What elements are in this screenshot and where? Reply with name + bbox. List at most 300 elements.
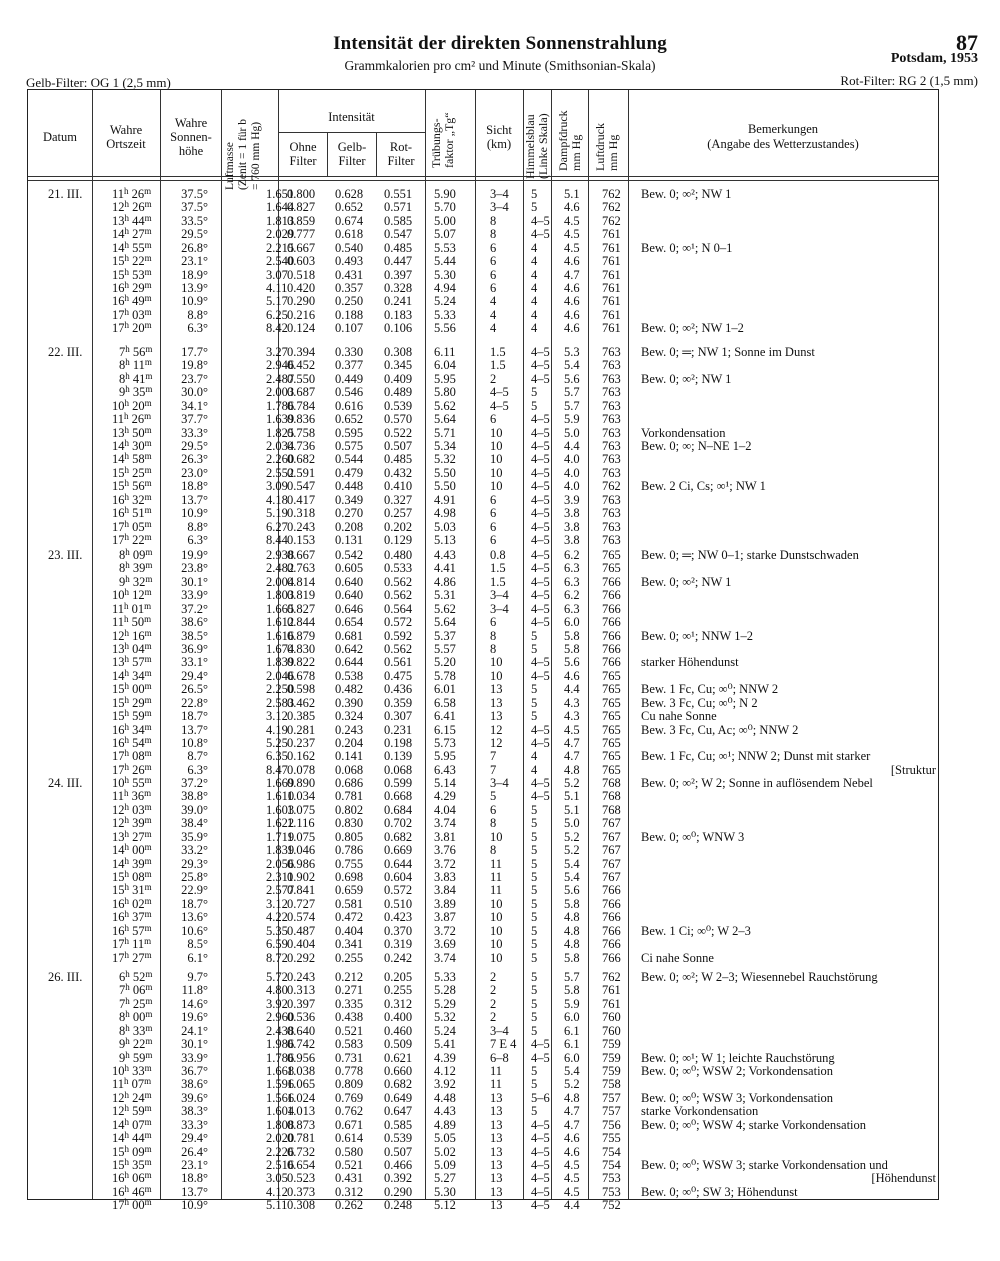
- druck-cell: 766: [602, 574, 621, 589]
- gelb-cell: 0.204: [335, 736, 364, 751]
- druck-cell: 768: [602, 802, 621, 817]
- tg-cell: 5.33: [434, 307, 456, 322]
- sicht-cell: 2: [490, 996, 497, 1011]
- page-number: 87: [956, 30, 978, 55]
- hoehe-cell: 18.9°: [181, 267, 208, 282]
- rot-cell: 0.359: [384, 695, 413, 710]
- place-year: Potsdam, 1953: [890, 51, 978, 66]
- ohne-cell: 0.487: [287, 923, 316, 938]
- druck-cell: 763: [602, 358, 621, 373]
- dampf-cell: 5.8: [564, 896, 580, 911]
- gelb-cell: 0.377: [335, 358, 364, 373]
- tg-cell: 3.89: [434, 896, 456, 911]
- rot-cell: 0.507: [384, 439, 413, 453]
- time-cell: 8$^h$ 00$^m$: [119, 1009, 153, 1025]
- time-cell: 16$^h$ 34$^m$: [112, 721, 152, 737]
- ohne-cell: 0.640: [287, 1023, 316, 1038]
- time-cell: 15$^h$ 08$^m$: [112, 869, 152, 884]
- luft-cell: 4.12: [266, 1184, 288, 1199]
- luft-cell: 2.260: [266, 452, 295, 467]
- time-cell: 10$^h$ 12$^m$: [112, 587, 152, 603]
- remark-text: [Höhendunst: [871, 1171, 936, 1186]
- rot-cell: 0.572: [384, 615, 413, 630]
- dampf-cell: 5.6: [564, 655, 580, 670]
- rot-cell: 0.668: [384, 789, 413, 804]
- ohne-cell: 0.574: [287, 910, 316, 925]
- druck-cell: 762: [602, 970, 621, 984]
- sicht-cell: 7 E 4: [490, 1037, 517, 1052]
- time-cell: 14$^h$ 58$^m$: [112, 451, 152, 467]
- ohne-cell: 0.687: [287, 385, 316, 400]
- time-cell: 14$^h$ 07$^m$: [112, 1116, 152, 1132]
- druck-cell: 766: [602, 896, 621, 911]
- rot-cell: 0.257: [384, 506, 413, 521]
- sicht-cell: 3–4: [490, 1023, 509, 1038]
- time-cell: 16$^h$ 06$^m$: [112, 1170, 152, 1186]
- time-cell: 15$^h$ 29$^m$: [112, 694, 152, 710]
- time-cell: 17$^h$ 03$^m$: [112, 306, 152, 322]
- tg-cell: 3.84: [434, 883, 456, 898]
- druck-cell: 765: [602, 762, 621, 777]
- rot-cell: 0.432: [384, 465, 413, 480]
- blau-cell: 4–5: [531, 519, 550, 534]
- sicht-cell: 8: [490, 843, 497, 858]
- luft-cell: 1.665: [266, 601, 295, 616]
- druck-cell: 763: [602, 506, 621, 521]
- gelb-cell: 0.605: [335, 561, 364, 576]
- sicht-cell: 10: [490, 439, 503, 453]
- hoehe-cell: 22.8°: [181, 695, 208, 710]
- druck-cell: 762: [602, 200, 621, 215]
- gelb-cell: 0.493: [335, 254, 364, 269]
- sicht-cell: 0.8: [490, 548, 506, 562]
- luft-cell: 1.839: [266, 843, 295, 858]
- ohne-cell: 0.956: [287, 1050, 316, 1065]
- dampf-cell: 5.2: [564, 1077, 580, 1092]
- druck-cell: 759: [602, 1037, 621, 1052]
- sicht-cell: 3–4: [490, 187, 509, 201]
- ohne-cell: 0.292: [287, 950, 316, 965]
- hoehe-cell: 26.5°: [181, 682, 208, 697]
- tg-cell: 4.89: [434, 1117, 456, 1132]
- luft-cell: 1.986: [266, 1037, 295, 1052]
- column-divider: [221, 90, 222, 1199]
- rot-cell: 0.570: [384, 412, 413, 427]
- ohne-cell: 0.603: [287, 254, 316, 269]
- hoehe-cell: 6.3°: [187, 321, 208, 336]
- tg-cell: 5.53: [434, 240, 456, 255]
- sicht-cell: 4: [490, 307, 497, 322]
- luft-cell: 1.786: [266, 1050, 295, 1065]
- sicht-cell: 4–5: [490, 398, 509, 413]
- sicht-cell: 3–4: [490, 588, 509, 603]
- ohne-cell: 0.290: [287, 294, 316, 309]
- hoehe-cell: 23.7°: [181, 371, 208, 386]
- luft-cell: 5.19: [266, 506, 288, 521]
- hoehe-cell: 30.1°: [181, 574, 208, 589]
- druck-cell: 768: [602, 789, 621, 804]
- druck-cell: 766: [602, 588, 621, 603]
- dampf-cell: 5.2: [564, 776, 580, 790]
- time-cell: 15$^h$ 35$^m$: [112, 1157, 152, 1173]
- luft-cell: 2.540: [266, 254, 295, 269]
- blau-cell: 4–5: [531, 345, 550, 359]
- druck-cell: 766: [602, 615, 621, 630]
- dampf-cell: 5.1: [564, 187, 580, 201]
- druck-cell: 752: [602, 1198, 621, 1213]
- rot-cell: 0.202: [384, 519, 413, 534]
- dampf-cell: 4.8: [564, 762, 580, 777]
- gelb-cell: 0.581: [335, 896, 364, 911]
- time-cell: 13$^h$ 57$^m$: [112, 654, 152, 670]
- druck-cell: 762: [602, 479, 621, 494]
- gelb-cell: 0.068: [335, 762, 364, 777]
- sicht-cell: 10: [490, 896, 503, 911]
- header-datum: Datum: [42, 130, 78, 144]
- luft-cell: 2.046: [266, 668, 295, 683]
- druck-cell: 755: [602, 1131, 621, 1146]
- gelb-cell: 0.640: [335, 574, 364, 589]
- dampf-cell: 4.0: [564, 452, 580, 467]
- tg-cell: 5.64: [434, 615, 456, 630]
- dampf-cell: 4.6: [564, 321, 580, 336]
- hoehe-cell: 19.6°: [181, 1010, 208, 1025]
- sicht-cell: 8: [490, 227, 497, 242]
- tg-cell: 5.28: [434, 983, 456, 998]
- date-label: 24. III.: [48, 776, 83, 790]
- rot-cell: 0.547: [384, 227, 413, 242]
- sicht-cell: 1.5: [490, 574, 506, 589]
- dampf-cell: 4.0: [564, 479, 580, 494]
- time-cell: 17$^h$ 05$^m$: [112, 518, 152, 534]
- sicht-cell: 4–5: [490, 385, 509, 400]
- sicht-cell: 10: [490, 910, 503, 925]
- ohne-cell: 0.394: [287, 345, 316, 359]
- time-cell: 15$^h$ 53$^m$: [112, 266, 152, 282]
- gelb-cell: 0.805: [335, 829, 364, 844]
- luft-cell: 2.311: [266, 870, 294, 884]
- luft-cell: 1.622: [266, 816, 295, 831]
- luft-cell: 3.12: [266, 896, 288, 911]
- dampf-cell: 4.4: [564, 439, 580, 453]
- column-divider: [551, 90, 552, 1199]
- rot-cell: 0.255: [384, 983, 413, 998]
- header-bemerkungen: Bemerkungen: [747, 122, 819, 136]
- hoehe-cell: 33.5°: [181, 213, 208, 228]
- dampf-cell: 4.5: [564, 1171, 580, 1186]
- luft-cell: 2.552: [266, 465, 295, 480]
- remark-text: [Struktur: [890, 762, 936, 777]
- gelb-cell: 0.131: [335, 533, 364, 548]
- remark-text: Bew. 0; ∞⁰; WSW 3; starke Vorkondensation und: [641, 1158, 888, 1173]
- rot-cell: 0.139: [384, 749, 413, 764]
- ohne-cell: 0.859: [287, 213, 316, 228]
- druck-cell: 765: [602, 548, 621, 562]
- tg-cell: 5.07: [434, 227, 456, 242]
- dampf-cell: 4.4: [564, 682, 580, 697]
- blau-cell: 4–5: [531, 465, 550, 480]
- remark-text: Bew. 0; ∞²; W 2; Sonne in auflösendem Nebel: [641, 776, 873, 790]
- blau-cell: 4: [531, 749, 538, 764]
- hoehe-cell: 36.7°: [181, 1064, 208, 1078]
- luft-cell: 2.946: [266, 358, 295, 373]
- blau-cell: 5: [531, 682, 538, 697]
- blau-cell: 4–5: [531, 439, 550, 453]
- gelb-cell: 0.542: [335, 548, 364, 562]
- tg-cell: 5.20: [434, 655, 456, 670]
- intensity-subheader-line: [278, 132, 425, 133]
- luft-cell: 4.80: [266, 983, 288, 998]
- luft-cell: 2.482: [266, 561, 295, 576]
- sicht-cell: 6: [490, 267, 497, 282]
- tg-cell: 5.73: [434, 736, 456, 751]
- luft-cell: 1.668: [266, 1064, 295, 1078]
- ohne-cell: 0.318: [287, 506, 316, 521]
- dampf-cell: 4.8: [564, 1090, 580, 1105]
- druck-cell: 766: [602, 923, 621, 938]
- blau-cell: 5: [531, 923, 538, 938]
- dampf-cell: 5.7: [564, 970, 580, 984]
- tg-cell: 5.12: [434, 1198, 456, 1213]
- rot-cell: 0.485: [384, 452, 413, 467]
- remark-text: Ci nahe Sonne: [641, 950, 714, 965]
- header-ortszeit: Wahre Ortszeit: [106, 123, 146, 151]
- header-intensitaet: Intensität: [328, 110, 375, 124]
- druck-cell: 760: [602, 1010, 621, 1025]
- blau-cell: 5: [531, 856, 538, 871]
- dampf-cell: 3.8: [564, 506, 580, 521]
- ohne-cell: 0.162: [287, 749, 316, 764]
- druck-cell: 765: [602, 561, 621, 576]
- druck-cell: 756: [602, 1117, 621, 1132]
- dampf-cell: 4.5: [564, 1158, 580, 1173]
- page-title: Intensität der direkten Sonnenstrahlung: [333, 33, 667, 54]
- blau-cell: 5: [531, 910, 538, 925]
- ohne-cell: 0.153: [287, 533, 316, 548]
- blau-cell: 4–5: [531, 492, 550, 507]
- ohne-cell: 0.827: [287, 601, 316, 616]
- sicht-cell: 6: [490, 240, 497, 255]
- time-cell: 14$^h$ 55$^m$: [112, 239, 152, 255]
- dampf-cell: 5.4: [564, 1064, 580, 1078]
- dampf-cell: 4.6: [564, 1131, 580, 1146]
- time-cell: 14$^h$ 30$^m$: [112, 438, 152, 453]
- remark-text: Bew. 0; ∞; N–NE 1–2: [641, 439, 752, 453]
- rot-cell: 0.308: [384, 345, 413, 359]
- luft-cell: 1.616: [266, 628, 295, 643]
- dampf-cell: 4.5: [564, 240, 580, 255]
- remark-text: Bew. 3 Fc, Cu; ∞⁰; N 2: [641, 695, 758, 710]
- tg-cell: 5.30: [434, 1184, 456, 1199]
- rot-cell: 0.585: [384, 213, 413, 228]
- dampf-cell: 5.7: [564, 385, 580, 400]
- hoehe-cell: 26.4°: [181, 1144, 208, 1159]
- tg-cell: 5.02: [434, 1144, 456, 1159]
- druck-cell: 763: [602, 425, 621, 440]
- luft-cell: 6.27: [266, 519, 288, 534]
- ohne-cell: 0.452: [287, 358, 316, 373]
- dampf-cell: 4.7: [564, 267, 580, 282]
- hoehe-cell: 6.3°: [187, 762, 208, 777]
- rot-cell: 0.409: [384, 371, 413, 386]
- blau-cell: 4–5: [531, 506, 550, 521]
- hoehe-cell: 33.2°: [181, 843, 208, 858]
- hoehe-cell: 19.8°: [181, 358, 208, 373]
- luft-cell: 2.577: [266, 883, 295, 898]
- tg-cell: 3.72: [434, 856, 456, 871]
- remark-text: Bew. 0; ∞²; NW 1–2: [641, 321, 744, 336]
- time-cell: 7$^h$ 06$^m$: [119, 982, 153, 998]
- rot-cell: 0.106: [384, 321, 413, 336]
- rot-cell: 0.621: [384, 1050, 413, 1065]
- druck-cell: 765: [602, 722, 621, 737]
- header-truebung: Trübungs-faktor „Tg“: [429, 112, 456, 168]
- rot-cell: 0.669: [384, 843, 413, 858]
- remark-text: Bew. 0; ∞⁰; WSW 2; Vorkondensation: [641, 1064, 834, 1078]
- tg-cell: 4.43: [434, 548, 456, 562]
- blau-cell: 5: [531, 1064, 538, 1078]
- ohne-cell: 0.243: [287, 970, 316, 984]
- ohne-cell: 1.013: [287, 1104, 316, 1119]
- tg-cell: 5.32: [434, 1010, 456, 1025]
- ohne-cell: 0.404: [287, 937, 316, 952]
- rot-cell: 0.345: [384, 358, 413, 373]
- ohne-cell: 0.281: [287, 722, 316, 737]
- blau-cell: 5: [531, 1104, 538, 1119]
- blau-cell: 4–5: [531, 1131, 550, 1146]
- rot-cell: 0.509: [384, 1037, 413, 1052]
- druck-cell: 763: [602, 452, 621, 467]
- gelb-cell: 0.546: [335, 385, 364, 400]
- tg-cell: 5.95: [434, 371, 456, 386]
- tg-cell: 6.41: [434, 709, 456, 724]
- luft-cell: 3.27: [266, 345, 288, 359]
- gelb-cell: 0.271: [335, 983, 364, 998]
- dampf-cell: 4.3: [564, 695, 580, 710]
- druck-cell: 763: [602, 345, 621, 359]
- blau-cell: 4: [531, 321, 538, 336]
- dampf-cell: 5.8: [564, 950, 580, 965]
- time-cell: 16$^h$ 32$^m$: [112, 491, 152, 507]
- blau-cell: 4–5: [531, 776, 550, 790]
- sicht-cell: 1.5: [490, 561, 506, 576]
- ohne-cell: 1.034: [287, 789, 316, 804]
- gelb-cell: 0.583: [335, 1037, 364, 1052]
- sicht-cell: 13: [490, 1131, 503, 1146]
- gelb-cell: 0.431: [335, 267, 364, 282]
- tg-cell: 3.81: [434, 829, 456, 844]
- ohne-cell: 0.124: [287, 321, 316, 336]
- blau-cell: 4–5: [531, 668, 550, 683]
- hoehe-cell: 10.9°: [181, 506, 208, 521]
- hoehe-cell: 17.7°: [181, 345, 208, 359]
- sicht-cell: 11: [490, 1064, 503, 1078]
- time-cell: 6$^h$ 52$^m$: [119, 969, 153, 984]
- time-cell: 11$^h$ 01$^m$: [112, 600, 152, 616]
- luft-cell: 5.17: [266, 294, 288, 309]
- gelb-cell: 0.659: [335, 883, 364, 898]
- hoehe-cell: 26.8°: [181, 240, 208, 255]
- gelb-cell: 0.809: [335, 1077, 364, 1092]
- rot-cell: 0.682: [384, 829, 413, 844]
- time-cell: 10$^h$ 55$^m$: [112, 775, 152, 790]
- luft-cell: 4.18: [266, 492, 288, 507]
- ohne-cell: 0.814: [287, 574, 316, 589]
- time-cell: 14$^h$ 39$^m$: [112, 855, 152, 871]
- tg-cell: 3.83: [434, 870, 456, 884]
- hoehe-cell: 37.2°: [181, 601, 208, 616]
- remark-text: Bew. 0; ∞⁰; WNW 3: [641, 829, 745, 844]
- sicht-cell: 13: [490, 1171, 503, 1186]
- remark-text: Bew. 0; ∞¹; NNW 1–2: [641, 628, 753, 643]
- gelb-cell: 0.652: [335, 412, 364, 427]
- data-table: [27, 89, 939, 1213]
- rot-cell: 0.231: [384, 722, 413, 737]
- time-cell: 11$^h$ 26$^m$: [112, 186, 152, 201]
- gelb-cell: 0.357: [335, 281, 364, 295]
- rot-cell: 0.682: [384, 1077, 413, 1092]
- gelb-cell: 0.762: [335, 1104, 364, 1119]
- time-cell: 12$^h$ 16$^m$: [112, 627, 152, 643]
- luft-cell: 4.11: [266, 281, 288, 295]
- druck-cell: 766: [602, 601, 621, 616]
- sicht-cell: 6: [490, 412, 497, 427]
- luft-cell: 6.59: [266, 937, 288, 952]
- luft-cell: 8.72: [266, 950, 288, 965]
- tg-cell: 4.39: [434, 1050, 456, 1065]
- hoehe-cell: 38.6°: [181, 615, 208, 630]
- druck-cell: 765: [602, 736, 621, 751]
- druck-cell: 763: [602, 412, 621, 427]
- blau-cell: 4–5: [531, 1171, 550, 1186]
- gelb-cell: 0.390: [335, 695, 364, 710]
- ohne-cell: 0.385: [287, 709, 316, 724]
- tg-cell: 5.31: [434, 588, 456, 603]
- luft-cell: 5.25: [266, 736, 288, 751]
- time-cell: 15$^h$ 56$^m$: [112, 478, 152, 494]
- luft-cell: 1.825: [266, 425, 295, 440]
- remark-text: Bew. 0; ═; NW 1; Sonne im Dunst: [641, 345, 815, 359]
- luft-cell: 2.034: [266, 439, 295, 453]
- dampf-cell: 3.8: [564, 519, 580, 534]
- rot-cell: 0.480: [384, 548, 413, 562]
- time-cell: 17$^h$ 00$^m$: [112, 1197, 152, 1213]
- remark-text: Bew. 0; ∞²; NW 1: [641, 574, 732, 589]
- druck-cell: 759: [602, 1064, 621, 1078]
- dampf-cell: 5.0: [564, 425, 580, 440]
- tg-cell: 5.90: [434, 187, 456, 201]
- hoehe-cell: 25.8°: [181, 870, 208, 884]
- druck-cell: 767: [602, 856, 621, 871]
- sicht-cell: 10: [490, 950, 503, 965]
- time-cell: 12$^h$ 59$^m$: [112, 1103, 152, 1119]
- gelb-cell: 0.482: [335, 682, 364, 697]
- druck-cell: 761: [602, 254, 621, 269]
- blau-cell: 5: [531, 983, 538, 998]
- time-cell: 7$^h$ 56$^m$: [119, 344, 153, 359]
- time-cell: 8$^h$ 33$^m$: [119, 1022, 153, 1038]
- date-label: 21. III.: [48, 187, 83, 201]
- hoehe-cell: 38.4°: [181, 816, 208, 831]
- tg-cell: 4.48: [434, 1090, 456, 1105]
- sicht-cell: 10: [490, 465, 503, 480]
- rot-cell: 0.328: [384, 281, 413, 295]
- gelb-cell: 0.644: [335, 655, 364, 670]
- sicht-cell: 13: [490, 1198, 503, 1213]
- blau-cell: 5: [531, 1010, 538, 1025]
- gelb-cell: 0.681: [335, 628, 364, 643]
- ohne-cell: 1.075: [287, 829, 316, 844]
